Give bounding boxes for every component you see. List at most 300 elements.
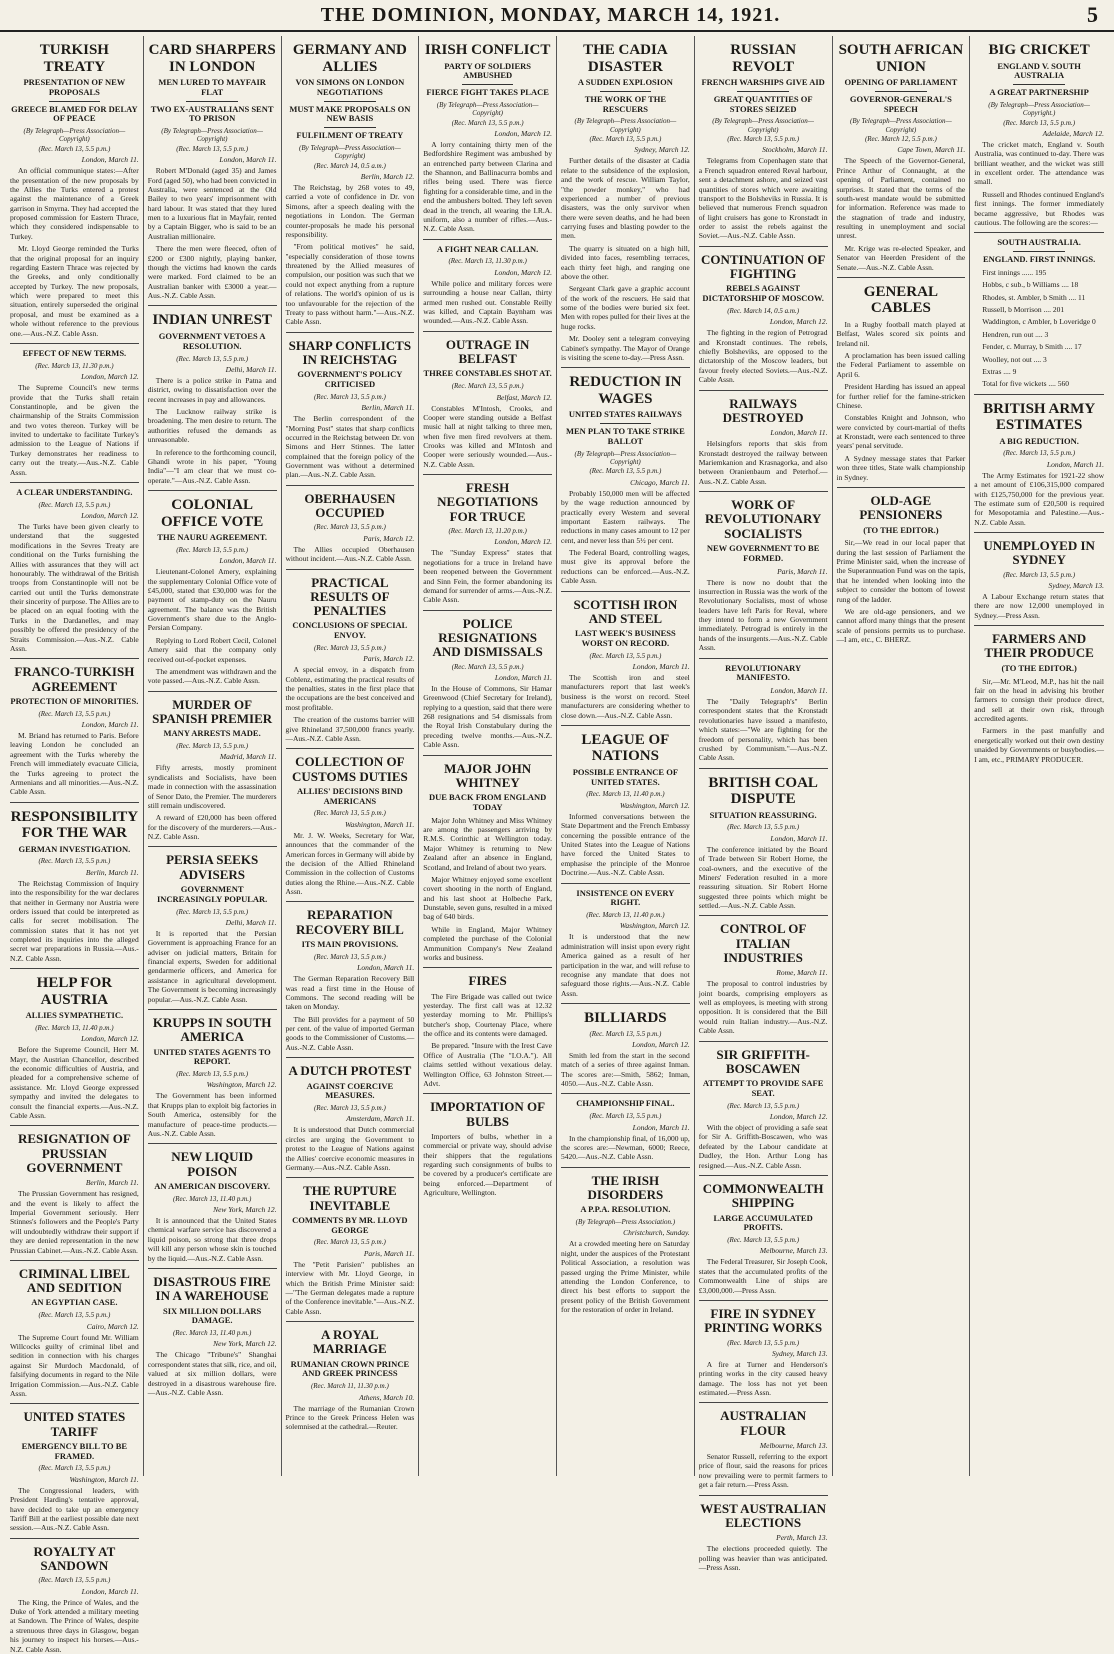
dateline: Paris, March 11.	[777, 566, 828, 576]
subheading: MEN LURED TO MAYFAIR FLAT	[158, 77, 266, 97]
wire-credit: (By Telegraph—Press Association—Copyright)	[574, 117, 677, 134]
headline: DISASTROUS FIRE IN A WAREHOUSE	[153, 1273, 271, 1304]
subheading: MEN PLAN TO TAKE STRIKE BALLOT	[565, 426, 685, 446]
article-separator	[286, 332, 415, 333]
dateline: Paris, March 12.	[363, 533, 415, 543]
article	[699, 658, 828, 763]
received-time: (Rec. March 12, 5.5 p.m.)	[864, 135, 937, 144]
body-paragraph: Telegrams from Copenhagen state that a French squadron entered Reval harbour, sent a detachment ashore, and seized vast quantities of stores which were awaiting transport to the Bolsheviks in Russia. It is believed that numerous French squadron of light cruisers has gone to Kronstadt in order to assist the rebels against the Soviet.—Aus.-N.Z. Cable Assn.	[698, 156, 828, 241]
subheading: AGAINST COERCIVE MEASURES.	[306, 1080, 394, 1101]
dateline: London, March 11.	[81, 155, 139, 165]
received-time: (Rec. March 14, 0.5 a.m.)	[727, 306, 800, 315]
body-paragraph: The Government has been informed that Krupps plan to exploit big factories in South America, ostensibly for the manufacture of peace-time products.—Aus.-N.Z. Cable Assn.	[147, 1091, 277, 1138]
dateline: Washington, March 11.	[344, 819, 415, 829]
body-paragraph: Probably 150,000 men will be affected by the wage reduction announced by practically every Western and several important Eastern railways. The reductions in many cases amount to 12 per cent, and never less than 5½ per cent.	[561, 488, 690, 545]
received-time: (Rec. March 14, 0.5 a.m.)	[313, 161, 386, 170]
subheading: INSISTENCE ON EVERY RIGHT.	[576, 887, 675, 908]
body-paragraph: Hendren, run out .... 3	[982, 329, 1049, 339]
article-separator	[699, 658, 828, 659]
dateline: Rome, March 11.	[776, 968, 828, 978]
wire-credit: (By Telegraph—Press Association—Copyright)	[436, 100, 539, 118]
article	[286, 485, 415, 564]
headline: TURKISH TREATY	[39, 42, 109, 75]
body-paragraph: The King, the Prince of Wales, and the Duke of York attended a military meeting at Sandown. The Prince of Wales, despite a strenuous three days in Glasgow, began his journey to inspect his horses.—Aus.-N.Z. Cable Assn.	[10, 1597, 139, 1654]
headline: BILLIARDS	[584, 1010, 667, 1027]
body-paragraph: While in England, Major Whitney completed the purchase of the Colonial Ammunition Company's New Zealand works and business.	[423, 924, 552, 962]
body-paragraph: The Reichstag, by 268 votes to 49, carried a vote of confidence in Dr. von Simons, after a speech dealing with the negotiations in London. The German counter-proposals he made his personal responsibility.	[285, 183, 415, 239]
received-time: (Rec. March 13, 11.30 p.m.)	[448, 257, 527, 266]
dateline: London, March 11.	[81, 720, 139, 730]
subheading: TWO EX-AUSTRALIANS SENT TO PRISON	[150, 103, 274, 124]
article	[148, 1268, 277, 1397]
dateline: Paris, March 11.	[363, 1248, 415, 1258]
dateline: Amsterdam, March 11.	[346, 1114, 415, 1124]
subheading: THE WORK OF THE RESCUERS	[584, 93, 667, 114]
subheading: GOVERNOR-GENERAL'S SPEECH	[849, 93, 952, 114]
subheading: CHAMPIONSHIP FINAL.	[576, 1098, 675, 1109]
newspaper-columns	[6, 36, 1108, 1654]
headline: THE IRISH DISORDERS	[587, 1172, 664, 1203]
body-paragraph: It is reported that the Persian Government is approaching France for an adviser on judicial matters, Britain for financial experts, Sweden for additional gendarmerie officers, and America for assistance in agricultural development. The Government is becoming increasingly popular.—Aus.-N.Z. Cable Assn.	[147, 928, 277, 1004]
dateline: Delhi, March 11.	[225, 364, 277, 374]
subheading: MUST MAKE PROPOSALS ON NEW BASIS	[289, 103, 411, 124]
body-paragraph: The Allies occupied Oberhausen without incident.—Aus.-N.Z. Cable Assn.	[285, 544, 415, 564]
subheading: PRESENTATION OF NEW PROPOSALS	[23, 77, 126, 97]
headline: REPARATION RECOVERY BILL	[295, 907, 404, 937]
article-separator	[561, 1093, 690, 1094]
wire-credit: (By Telegraph—Press Association—Copyright)	[574, 449, 677, 467]
wire-credit: (By Telegraph—Press Association—Copyright.)	[988, 100, 1090, 118]
dateline: London, March 11.	[632, 662, 690, 672]
received-time: (Rec. March 13, 5.5 p.m.)	[313, 392, 386, 401]
article-separator	[423, 239, 552, 240]
article	[699, 1175, 828, 1295]
article	[699, 1402, 828, 1489]
body-paragraph: Constables Knight and Johnson, who were convicted by court-martial of thefts at Kronstadt, were each sentenced to three years' penal servitude.	[836, 413, 966, 451]
headline: SCOTTISH IRON AND STEEL	[573, 596, 678, 626]
article	[10, 1125, 139, 1255]
dateline: New York, March 12.	[213, 1205, 277, 1215]
headline: HELP FOR AUSTRIA	[36, 975, 113, 1008]
received-time: (Rec. March 13, 11.20 p.m.)	[448, 527, 527, 536]
headline: A DUTCH PROTEST	[288, 1063, 412, 1079]
dateline: Adelaide, March 12.	[1042, 128, 1104, 138]
headline: POLICE RESIGNATIONS AND DISMISSALS	[432, 615, 543, 660]
received-time: (Rec. March 13, 5.5 p.m.)	[451, 662, 524, 671]
received-time: (Rec. March 13, 11.40 p.m.)	[172, 1329, 252, 1338]
body-paragraph: Extras .... 9	[982, 366, 1017, 376]
dateline: Sydney, March 13.	[771, 1348, 828, 1358]
column-5	[557, 36, 695, 1476]
article-separator	[286, 901, 415, 902]
article	[699, 1300, 828, 1397]
wire-credit: (By Telegraph—Press Association—Copyright)	[161, 127, 263, 144]
article	[699, 915, 828, 1035]
body-paragraph: It is understood that Dutch commercial circles are urging the Government to protest to the League of Nations against the Allies' coercive economic measures in Germany.—Aus.-N.Z. Cable Assn.	[285, 1125, 415, 1172]
received-time: (Rec. March 13, 5.5 p.m.)	[38, 857, 111, 866]
dateline: Berlin, March 11.	[85, 867, 139, 877]
article	[148, 1009, 277, 1138]
dateline: Sydney, March 13.	[1048, 581, 1104, 591]
article	[423, 42, 552, 234]
subhead-rule	[462, 84, 514, 85]
body-paragraph: The elections proceeded quietly. The polling was heavier than was anticipated.—Press Assn.	[698, 1544, 828, 1572]
body-paragraph: Major John Whitney and Miss Whitney are among the passengers arriving by R.M.S. Corinthic at Wellington today. Major Whitney is returning to New Zealand after an absence in England, Scotland, and Ireland of about two years.	[423, 815, 552, 872]
headline: MAJOR JOHN WHITNEY	[444, 760, 532, 790]
subheading: AN EGYPTIAN CASE.	[31, 1297, 118, 1308]
article-separator	[286, 1321, 415, 1322]
subheading: AN AMERICAN DISCOVERY.	[154, 1180, 271, 1191]
article-separator	[699, 246, 828, 247]
article	[423, 331, 552, 469]
subhead-rule	[1013, 84, 1065, 85]
article-separator	[423, 1093, 552, 1094]
article-separator	[699, 768, 828, 769]
body-paragraph: At a crowded meeting here on Saturday night, under the auspices of the Protestant Political Association, a resolution was passed urging the Prime Minister, while attending the London Conference, to direct his best efforts to support the present policy of the British Government for the restoration of order in Ireland.	[561, 1239, 690, 1315]
body-paragraph: A reward of £20,000 has been offered for the discovery of the murderers.—Aus.-N.Z. Cable Assn.	[147, 813, 277, 842]
body-paragraph: The "Sunday Express" states that negotiations for a truce in Ireland have been reopened between the Government and Sinn Fein, the former abandoning its demand for surrender of arms.—Aus.-N.Z. Cable Assn.	[423, 548, 552, 605]
article-separator	[148, 1268, 277, 1269]
subheading: A P.P.A. RESOLUTION.	[580, 1204, 671, 1215]
article	[561, 591, 690, 720]
article	[561, 883, 690, 999]
dateline: London, March 12.	[494, 267, 552, 277]
subheading: CONCLUSIONS OF SPECIAL ENVOY.	[292, 620, 408, 641]
subheading: A SUDDEN EXPLOSION	[577, 77, 673, 87]
received-time: (Rec. March 13, 5.5 p.m.)	[176, 1070, 249, 1079]
dateline: Delhi, March 11.	[225, 917, 277, 927]
subhead-rule	[875, 91, 927, 92]
article	[699, 491, 828, 652]
received-time: (Rec. March 13, 5.5 p.m.)	[38, 144, 111, 153]
headline: FARMERS AND THEIR PRODUCE	[984, 631, 1094, 661]
dateline: Berlin, March 11.	[85, 1178, 139, 1188]
subheading: A FIGHT NEAR CALLAN.	[436, 243, 539, 254]
body-paragraph: With the object of providing a safe seat for Sir A. Griffith-Boscawen, who was defeated by the Labour candidate at Dudley, the Hon. Arthur Long has resigned.—Aus.-N.Z. Cable Assn.	[698, 1123, 828, 1170]
article-separator	[10, 343, 139, 344]
subheading: A GREAT PARTNERSHIP	[989, 87, 1089, 98]
dateline: London, March 11.	[1046, 459, 1104, 469]
body-paragraph: In reference to the forthcoming council, Ghandi wrote in his paper, "Young India"—"I am clear that we must co-operate."—Aus.-N.Z. Cable Assn.	[147, 447, 277, 485]
article	[423, 239, 552, 326]
subheading: DUE BACK FROM ENGLAND TODAY	[428, 792, 547, 812]
article-separator	[10, 968, 139, 969]
column-7	[833, 36, 971, 1476]
body-paragraph: A Sydney message states that Parker won three titles, State walk championship in Sydney.	[836, 453, 966, 482]
article-separator	[286, 1177, 415, 1178]
headline: UNITED STATES TARIFF	[23, 1409, 126, 1439]
article	[10, 1403, 139, 1532]
received-time: (Rec. March 13, 5.5 p.m.)	[727, 1236, 800, 1245]
article-separator	[699, 1175, 828, 1176]
dateline: Christchurch, Sunday.	[623, 1228, 690, 1238]
article	[423, 755, 552, 963]
body-paragraph: Fender, c. Murray, b Smith .... 17	[982, 342, 1082, 352]
dateline: Berlin, March 12.	[360, 172, 415, 181]
subheading: OPENING OF PARLIAMENT	[844, 77, 958, 87]
headline: UNEMPLOYED IN SYDNEY	[983, 538, 1095, 568]
masthead-title: THE DOMINION, MONDAY, MARCH 14, 1921.	[320, 3, 781, 26]
subheading: THE NAURU AGREEMENT.	[157, 532, 267, 543]
body-paragraph: The "Daily Telegraph's" Berlin correspondent states that the Kronstadt revolutionaries have issued a manifesto, which states:—"We are fighting for the freedom of personality, which has been crushed by Communism."—Aus.-N.Z. Cable Assn.	[698, 697, 828, 763]
dateline: Belfast, March 12.	[496, 392, 552, 402]
subheading: ALLIES' DECISIONS BIND AMERICANS	[296, 785, 403, 806]
article	[286, 569, 415, 744]
article-separator	[148, 1009, 277, 1010]
subheading: THREE CONSTABLES SHOT AT.	[423, 368, 552, 379]
subheading: ENGLAND. FIRST INNINGS.	[982, 254, 1096, 265]
headline: BRITISH COAL DISPUTE	[708, 774, 818, 808]
headline: OUTRAGE IN BELFAST	[445, 336, 530, 367]
headline: CONTROL OF ITALIAN INDUSTRIES	[719, 921, 807, 966]
headline: IMPORTATION OF BULBS	[430, 1099, 546, 1129]
dateline: Washington, March 12.	[206, 1080, 277, 1090]
headline: A ROYAL MARRIAGE	[313, 1327, 387, 1357]
headline: KRUPPS IN SOUTH AMERICA	[152, 1014, 272, 1045]
body-paragraph: The Turks have been given clearly to understand that the suggested modifications in the Sevres Treaty are conditional on the Turks furnishing the Allies with assurances that they will act honourably. The withdrawal of the British troops from Constantinople will not be carried out until the Turks demonstrate their sincerity of purpose. The Allies are to be placed on an equal footing with the Turks in the Dardanelles, and may possibly be offered the presidency of the Straits Commission.—Aus.-N.Z. Cable Assn.	[10, 522, 139, 653]
body-paragraph: An official communique states:—After the presentation of the new proposals by the Allies the Turks entered a protest against the maintenance of a Greek garrison in Smyrna. They had accepted the proposed commission for Eastern Thrace, which they considered indispensable to Turkey.	[10, 166, 139, 241]
article	[699, 1041, 828, 1170]
body-paragraph: The Chicago "Tribune's" Shanghai correspondent states that silk, rice, and oil, valued at six million dollars, were destroyed in a disastrous warehouse fire. —Aus.-N.Z. Cable Assn.	[147, 1350, 277, 1397]
subhead-rule	[600, 423, 652, 424]
body-paragraph: Major Whitney enjoyed some excellent covert shooting in the north of England, and his last shoot at Holbeche Park, Dunstable, seven guns, resulted in a mixed bag of 640 birds.	[423, 874, 552, 922]
body-paragraph: "From political motives" he said, "especially consideration of those towns threatened by the Allied measures of compulsion, our position was such that we could not expect anything from a rupture of relations. The world's opinion of us is too unfavourable for the rejection of the Treaty to pass without harm."—Aus.-N.Z. Cable Assn.	[285, 242, 415, 327]
article	[286, 332, 415, 480]
article-separator	[423, 967, 552, 968]
received-time: (Rec. March 13, 5.5 p.m.)	[727, 1338, 800, 1347]
body-paragraph: Further details of the disaster at Cadia relate to the subsidence of the explosion, and the work of rescue. William Taylor, "the powder monkey," who had experienced a number of previous disasters, was the only survivor when there were seven deaths, and he had been carrying fuses and blasting powder to the men.	[561, 156, 690, 241]
headline: ROYALTY AT SANDOWN	[33, 1543, 116, 1573]
dateline: Madrid, March 11.	[219, 752, 277, 762]
article	[10, 658, 139, 796]
body-paragraph: It is understood that the new administration will insist upon every right America gained as a result of her participation in the war, and will refuse to recognise any mandate that does not safeguard those rights.—Aus.-N.Z. Cable Assn.	[561, 932, 690, 998]
body-paragraph: The Speech of the Governor-General, Prince Arthur of Connaught, at the opening of Parliament, contained no surprises. It stated that the terms of the south-west mandate would be submitted for information. Reference was made to the stagnation of trade and industry, resulting in unemployment and social unrest.	[836, 156, 966, 241]
article-separator	[561, 367, 690, 368]
dateline: Perth, March 13.	[776, 1533, 828, 1543]
article	[837, 42, 966, 272]
article	[699, 390, 828, 486]
body-paragraph: The Lucknow railway strike is broadening. The men desire to return. The authorities refused the demands as unreasonable.	[147, 407, 277, 445]
subheading: A BIG REDUCTION.	[999, 435, 1079, 446]
headline: COLLECTION OF CUSTOMS DUTIES	[292, 754, 408, 784]
article	[699, 1495, 828, 1573]
body-paragraph: Senator Russell, referring to the export price of flour, said the reasons for prices now prevailing were to permit farmers to get a fair return.—Press Assn.	[698, 1452, 828, 1490]
headline: THE RUPTURE INEVITABLE	[303, 1183, 397, 1213]
dateline: Berlin, March 11.	[361, 403, 415, 413]
headline: FIRES	[468, 973, 507, 989]
article	[974, 625, 1104, 764]
article	[423, 1093, 552, 1197]
subheading: NEW GOVERNMENT TO BE FORMED.	[706, 542, 820, 563]
headline: CARD SHARPERS IN LONDON	[148, 42, 276, 75]
received-time: (Rec. March 13, 5.5 p.m.)	[313, 1238, 386, 1247]
dateline: London, March 11.	[494, 672, 552, 682]
received-time: (Rec. March 13, 5.5 p.m.)	[38, 1576, 111, 1585]
headline: CONTINUATION OF FIGHTING	[700, 251, 826, 282]
body-paragraph: Hobbs, c sub., b Williams .... 18	[982, 280, 1079, 290]
subheading: (TO THE EDITOR.)	[863, 524, 939, 535]
dateline: London, March 12.	[81, 372, 139, 382]
article	[286, 748, 415, 896]
column-2	[144, 36, 282, 1476]
headline: COLONIAL OFFICE VOTE	[160, 497, 264, 530]
received-time: (Rec. March 13, 5.5 p.m.)	[176, 742, 249, 751]
subhead-rule	[600, 91, 652, 92]
body-paragraph: Fifty arrests, mostly prominent syndicalists and Socialists, have been made in connection with the assassination of Senor Dato, the Premier. The murderers still remain undiscovered.	[147, 763, 277, 810]
article	[837, 487, 966, 644]
article-separator	[561, 591, 690, 592]
column-3	[282, 36, 420, 1476]
subheading: EFFECT OF NEW TERMS.	[22, 347, 127, 358]
subhead-rule	[324, 127, 376, 128]
headline: NEW LIQUID POISON	[171, 1149, 253, 1179]
article-separator	[423, 610, 552, 611]
headline: FRESH NEGOTIATIONS FOR TRUCE	[437, 480, 539, 524]
wire-credit: (By Telegraph—Press Association—Copyright)	[23, 127, 126, 144]
article	[10, 343, 139, 477]
subheading: (TO THE EDITOR.)	[1001, 662, 1077, 673]
article-separator	[286, 485, 415, 486]
article	[10, 1260, 139, 1398]
body-paragraph: There the men were fleeced, often of £200 or £300 nightly, playing banker, though the victims had known the cards were marked. Ford claimed to be an Australian banker with £3000 a year.—Aus.-N.Z. Cable Assn.	[147, 244, 277, 301]
article-separator	[10, 482, 139, 483]
subheading: GERMAN INVESTIGATION.	[18, 843, 131, 854]
subheading: ENGLAND V. SOUTH AUSTRALIA	[997, 60, 1081, 81]
body-paragraph: Smith led from the start in the second match of a series of three against Inman. The scores are:—Smith, 5862; Inman, 4050.—Aus.-N.Z. Cable Assn.	[561, 1050, 690, 1089]
subheading: REVOLUTIONARY MANIFESTO.	[725, 662, 802, 683]
masthead	[0, 0, 1114, 32]
received-time: (Rec. March 13, 11.30 p.m.)	[35, 361, 114, 370]
body-paragraph: Mr. J. W. Weeks, Secretary for War, announces that the commander of the American forces in Germany will abide by the decision of the Allied Rhineland Commission in the collection of Customs duties along the Rhine.—Aus.-N.Z. Cable Assn.	[285, 830, 415, 897]
dateline: Athens, March 10.	[359, 1392, 415, 1402]
article	[286, 1057, 415, 1172]
article	[10, 802, 139, 964]
article	[974, 232, 1104, 388]
received-time: (Rec. March 13, 5.5 p.m.)	[176, 907, 249, 916]
body-paragraph: In a Rugby football match played at Belfast, Wales scored six points and Ireland nil.	[836, 319, 966, 348]
article-separator	[974, 394, 1104, 395]
article	[10, 482, 139, 653]
received-time: (Rec. March 13, 11.40 p.m.)	[172, 1194, 252, 1203]
article-separator	[699, 1300, 828, 1301]
body-paragraph: First innings ...... 195	[982, 267, 1047, 277]
subheading: PARTY OF SOLDIERS AMBUSHED	[444, 60, 531, 81]
headline: LEAGUE OF NATIONS	[581, 731, 670, 765]
headline: RUSSIAN REVOLT	[730, 42, 797, 75]
article	[423, 967, 552, 1088]
received-time: (Rec. March 13, 5.5 p.m.)	[1003, 118, 1076, 127]
article-separator	[148, 305, 277, 306]
dateline: Washington, March 11.	[69, 1474, 139, 1484]
headline: WEST AUSTRALIAN ELECTIONS	[700, 1500, 827, 1530]
headline: RAILWAYS DESTROYED	[722, 395, 804, 425]
dateline: London, March 12.	[769, 1112, 828, 1122]
headline: FIRE IN SYDNEY PRINTING WORKS	[704, 1305, 823, 1336]
body-paragraph: We are old-age pensioners, and we cannot afford many things that the present scale of pensions permits us to purchase.—I am, etc., C. BHERZ.	[836, 606, 966, 645]
dateline: London, March 11.	[770, 833, 828, 843]
body-paragraph: Robert M'Donald (aged 35) and James Ford (aged 50), who had been convicted in Australia, were sentenced at the Old Bailey to two years' imprisonment with hard labour. It was stated that they lured men to a luxurious flat in Mayfair, rented by a Captain Bigger, who is said to be an Australian millionaire.	[147, 166, 277, 241]
body-paragraph: The Army Estimates for 1921-22 show a net amount of £106,315,000 compared with £125,750,000 for the previous year. The estimate sum of £20,500 is required for Mesopotamia and Palestine.—Aus.-N.Z. Cable Assn.	[974, 470, 1104, 527]
body-paragraph: Mr. Lloyd George reminded the Turks that the original proposal for an inquiry regarding Eastern Thrace was rejected by the Greeks, and only conditionally accepted by Turkey. The new proposals, which were prepared to meet this situation, entirely superseded the original proposal, and must be examined as a whole without reference to the previous one.—Aus.-N.Z. Cable Assn.	[10, 244, 139, 338]
article-separator	[148, 490, 277, 491]
column-6	[695, 36, 833, 1572]
article-separator	[286, 748, 415, 749]
article-separator	[10, 1125, 139, 1126]
subhead-rule	[49, 101, 101, 102]
article-separator	[286, 569, 415, 570]
body-paragraph: The amendment was withdrawn and the vote passed.—Aus.-N.Z. Cable Assn.	[147, 666, 277, 686]
headline: WORK OF REVOLUTIONARY SOCIALISTS	[704, 497, 822, 541]
dateline: Paris, March 12.	[363, 654, 415, 664]
article	[148, 846, 277, 1004]
body-paragraph: In the House of Commons, Sir Hamar Greenwood (Chief Secretary for Ireland), replying to a question, said that there were 268 resignations and 54 dismissals from the Royal Irish Constabulary during the preceding twelve months.—Aus.-N.Z. Cable Assn.	[423, 683, 552, 750]
subheading: REBELS AGAINST DICTATORSHIP OF MOSCOW.	[702, 283, 824, 304]
article	[561, 367, 690, 585]
article-separator	[561, 1167, 690, 1168]
article	[148, 305, 277, 485]
article	[699, 246, 828, 385]
body-paragraph: Mr. Krige was re-elected Speaker, and Senator van Heerden President of the Senate.—Aus.-N.Z. Cable Assn.	[836, 243, 966, 272]
body-paragraph: The Bill provides for a payment of 50 per cent. of the value of imported German goods to the Commissioner of Customs.—Aus.-N.Z. Cable Assn.	[285, 1014, 415, 1052]
headline: SOUTH AFRICAN UNION	[838, 42, 964, 75]
article	[286, 1177, 415, 1316]
article-separator	[974, 625, 1104, 626]
received-time: (Rec. March 13, 5.5 p.m.)	[727, 135, 800, 144]
dateline: London, March 11.	[219, 556, 277, 566]
article-separator	[974, 232, 1104, 233]
body-paragraph: Sir,—We read in our local paper that during the last session of Parliament the Prime Minister said, when the increase of the Superannuation Fund was on the tapis, that he intended when looking into the subject to consider the bottom of lowest rung of the ladder.	[836, 538, 966, 604]
subheading: ATTEMPT TO PROVIDE SAFE SEAT.	[702, 1078, 824, 1098]
body-paragraph: The creation of the customs barrier will give Rhineland 37,500,000 francs yearly.—Aus.-N.Z. Cable Assn.	[285, 715, 415, 743]
received-time: (Rec. March 13, 5.5 p.m.)	[176, 354, 249, 363]
headline: THE CADIA DISASTER	[583, 42, 668, 75]
received-time: (Rec. March 13, 5.5 p.m.)	[313, 809, 386, 818]
article	[10, 42, 139, 338]
subheading: MANY ARRESTS MADE.	[163, 728, 261, 739]
received-time: (Rec. March 13, 5.5 p.m.)	[451, 118, 524, 127]
received-time: (Rec. March 13, 5.5 p.m.)	[451, 382, 524, 391]
body-paragraph: Importers of bulbs, whether in a commercial or private way, should advise their shippers that the regulations regarding such consignments of bulbs to be covered by a producer's certificate are being enforced.—Department of Agriculture, Wellington.	[423, 1131, 552, 1198]
received-time: (Rec. March 13, 5.5 p.m.)	[589, 1029, 662, 1038]
article-separator	[974, 532, 1104, 533]
body-paragraph: The Supreme Court found Mr. William Willcocks guilty of criminal libel and sedition in connection with his charges against Sir Murdoch Macdonald, of falsifying documents in regard to the Nile Irrigation Commission.—Aus.-N.Z. Cable Assn.	[10, 1332, 139, 1398]
received-time: (Rec. March 13, 5.5 p.m.)	[38, 709, 111, 718]
subheading: GOVERNMENT INCREASINGLY POPULAR.	[156, 884, 268, 904]
body-paragraph: The Congressional leaders, with President Harding's tentative approval, have decided to take up an emergency Tariff Bill at the earliest possible date next session.—Aus.-N.Z. Cable Assn.	[10, 1485, 139, 1533]
dateline: London, March 12.	[81, 1034, 139, 1044]
received-time: (Rec. March 13, 5.5 p.m.)	[313, 523, 386, 532]
article	[699, 42, 828, 241]
dateline: London, March 11.	[357, 963, 415, 973]
received-time: (Rec. March 13, 5.5 p.m.)	[727, 823, 800, 832]
article	[148, 490, 277, 686]
body-paragraph: A fire at Turner and Henderson's printing works in the city caused heavy damage. The loss has not yet been estimated.—Press Assn.	[698, 1359, 828, 1398]
article	[974, 42, 1104, 227]
headline: AUSTRALIAN FLOUR	[720, 1408, 807, 1438]
article	[561, 725, 690, 878]
article-separator	[423, 474, 552, 475]
subheading: SIX MILLION DOLLARS DAMAGE.	[163, 1305, 262, 1326]
dateline: Melbourne, March 13.	[759, 1441, 828, 1451]
article	[561, 42, 690, 362]
subheading: ALLIES SYMPATHETIC.	[25, 1010, 124, 1021]
body-paragraph: The quarry is situated on a high hill, divided into faces, resembling terraces, each thirty feet high, and ranging one above the other.	[561, 243, 690, 281]
body-paragraph: Before the Supreme Council, Herr M. Mayr, the Austrian Chancellor, described the economic difficulties of Austria, and pleaded for a comprehensive scheme of assistance. Mr. Lloyd George expressed sympathy and invited the delegates to consult the financial experts.—Aus.-N.Z. Cable Assn.	[10, 1045, 139, 1120]
headline: CRIMINAL LIBEL AND SEDITION	[18, 1265, 130, 1296]
wire-credit: (By Telegraph—Press Association.)	[575, 1218, 676, 1227]
subhead-rule	[1013, 251, 1065, 252]
subheading: LAST WEEK'S BUSINESS WORST ON RECORD.	[574, 628, 676, 648]
